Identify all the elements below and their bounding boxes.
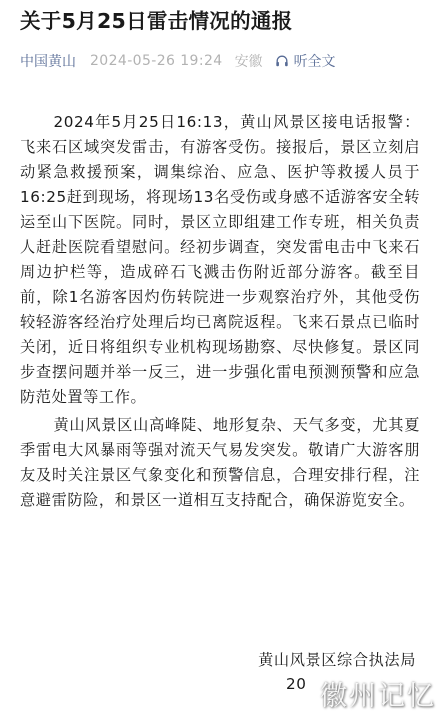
signature: 黄山风景区综合执法局 [258, 651, 416, 669]
account-name-link[interactable]: 中国黄山 [20, 54, 76, 70]
paragraph-2: 黄山风景区山高峰陡、地形复杂、天气多变，尤其夏季雷电大风暴雨等强对流天气易发突发。敬请广大游客朋友及时关注景区气象变化和预警信息，合理安排行程，注意避雷防险，和景区一道相互支持配合，确保游览安全。 [20, 416, 420, 509]
publish-date: 2024-05-26 19:24 [90, 53, 223, 69]
watermark-logo: 徽州记忆 [320, 681, 436, 712]
article-meta [20, 50, 420, 72]
listen-label: 听全文 [293, 54, 336, 70]
paragraph-1: 2024年5月25日16:13，黄山风景区接电话报警：飞来石区域突发雷击，有游客受伤。接报后，景区立刻启动紧急救援预案，调集综治、应急、医护等救援人员于16:25赶到现场，将现场13名受伤或身感不适游客安全转运至山下医院。同时，景区立即组建工作专班，相关负责人赶赴医院看望慰问。经初步调查，突发雷电击中飞来石周边护栏等，造成碎石飞溅击伤附近部分游客。截至目前，除1名游客因灼伤转院进一步观察治疗外，其他受伤较轻游客经治疗处理后均已离院返程。飞来石景点已临时关闭，近日将组织专业机构现场勘察、尽快修复。景区同步查摆问题并举一反三，进一步强化雷电预测预警和应急防范处置等工作。 [20, 113, 420, 406]
headphones-icon [275, 54, 289, 68]
article-title: 关于5月25日雷击情况的通报 [20, 9, 293, 33]
publish-location: 安徽 [234, 54, 263, 70]
signature-date: 20 [286, 675, 307, 693]
listen-button[interactable] [275, 51, 336, 71]
article-body [20, 110, 420, 513]
